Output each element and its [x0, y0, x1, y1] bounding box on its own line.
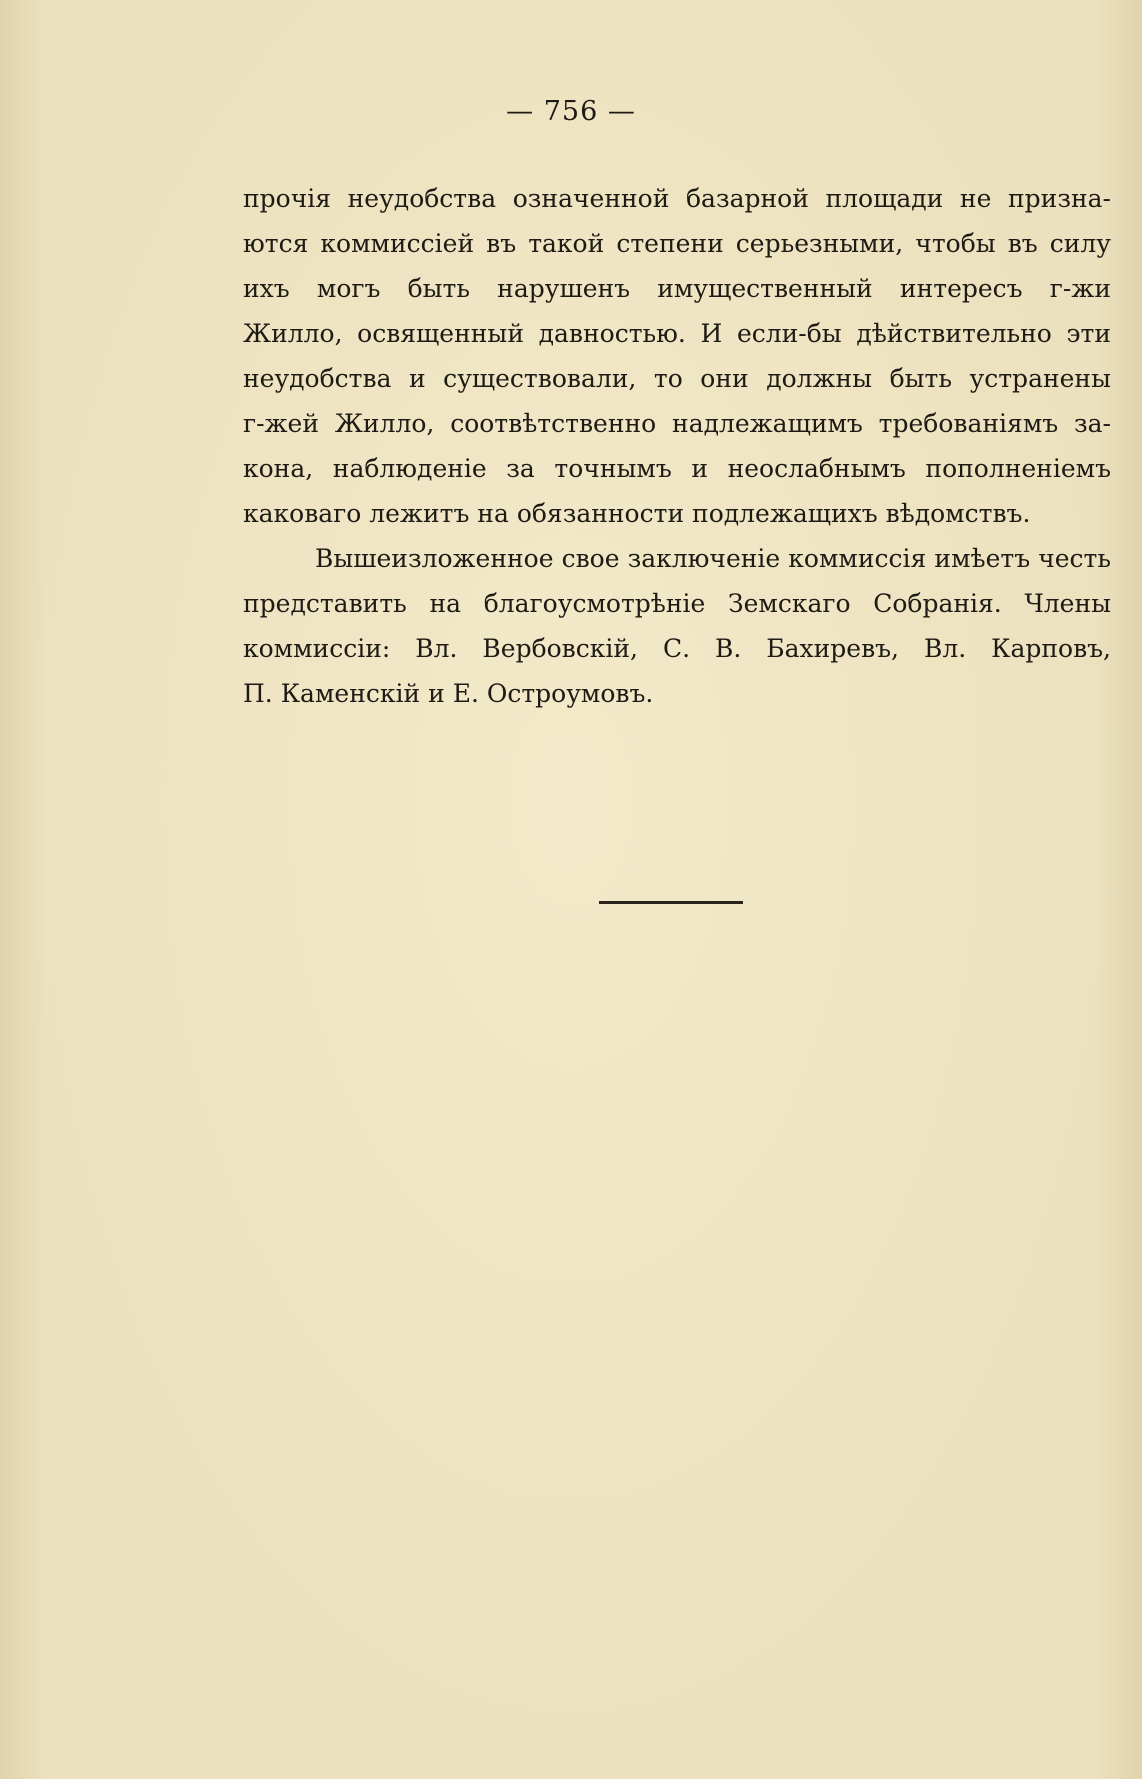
text-line: неудобства и существовали, то они должны быть устранены	[243, 364, 1111, 393]
text-line: коммиссіи: Вл. Вербовскій, С. В. Бахиревъ, Вл. Карповъ,	[243, 634, 1111, 663]
text-line: Вышеизложенное свое заключеніе коммиссія имѣетъ честь	[315, 544, 1111, 573]
text-line: представить на благоусмотрѣніе Земскаго Собранія. Члены	[243, 589, 1111, 618]
paragraph-commission-findings	[243, 176, 1111, 536]
paragraph-conclusion-signatories	[243, 536, 1111, 716]
text-line: ихъ могъ быть нарушенъ имущественный интересъ г-жи	[243, 274, 1111, 303]
text-line: прочія неудобства означенной базарной площади не призна-	[243, 184, 1111, 213]
text-line: ются коммиссіей въ такой степени серьезными, чтобы въ силу	[243, 229, 1111, 258]
text-line: каковаго лежитъ на обязанности подлежащихъ вѣдомствъ.	[243, 499, 1031, 528]
text-line: кона, наблюденіе за точнымъ и неослабнымъ пополненіемъ	[243, 454, 1111, 483]
text-line: Жилло, освященный давностью. И если-бы дѣйствительно эти	[243, 319, 1111, 348]
text-line: П. Каменскій и Е. Остроумовъ.	[243, 679, 654, 708]
body-text	[243, 176, 1111, 716]
text-line: г-жей Жилло, соотвѣтственно надлежащимъ требованіямъ за-	[243, 409, 1111, 438]
end-rule	[599, 901, 743, 904]
page-number: — 756 —	[506, 96, 636, 127]
